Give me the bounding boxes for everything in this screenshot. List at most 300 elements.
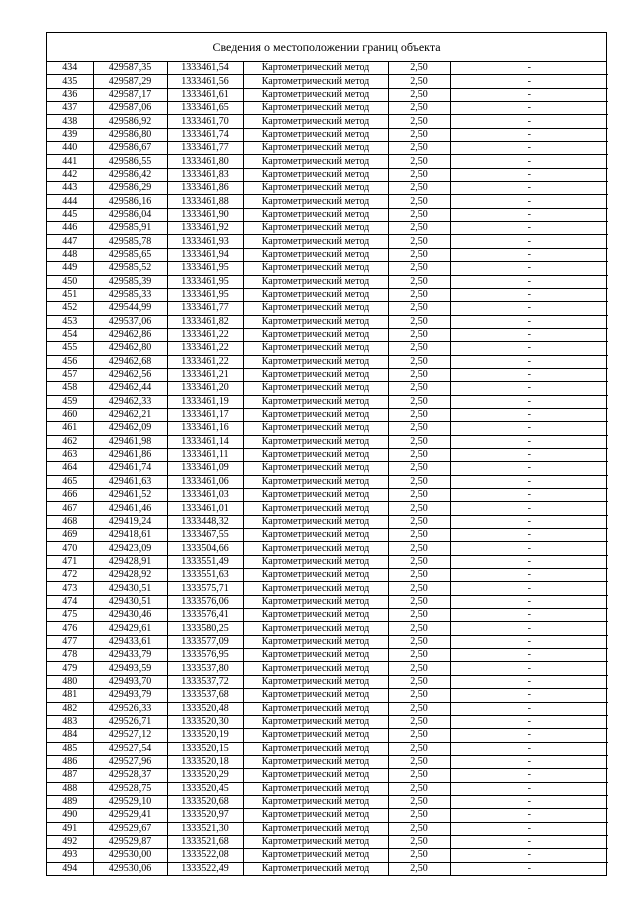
table-row	[47, 649, 608, 662]
y-coordinate-cell: 1333551,49	[167, 555, 243, 568]
accuracy-cell: 2,50	[388, 128, 450, 141]
note-cell: -	[450, 288, 608, 301]
note-cell: -	[450, 168, 608, 181]
method-cell: Картометрический метод	[243, 182, 388, 195]
point-number-cell: 455	[47, 342, 93, 355]
table-row	[47, 729, 608, 742]
accuracy-cell: 2,50	[388, 849, 450, 862]
accuracy-cell: 2,50	[388, 835, 450, 848]
accuracy-cell: 2,50	[388, 368, 450, 381]
accuracy-cell: 2,50	[388, 182, 450, 195]
method-cell: Картометрический метод	[243, 595, 388, 608]
method-cell: Картометрический метод	[243, 555, 388, 568]
x-coordinate-cell: 429430,51	[93, 582, 167, 595]
accuracy-cell: 2,50	[388, 422, 450, 435]
point-number-cell: 442	[47, 168, 93, 181]
x-coordinate-cell: 429461,86	[93, 448, 167, 461]
x-coordinate-cell: 429419,24	[93, 515, 167, 528]
table-row	[47, 102, 608, 115]
point-number-cell: 444	[47, 195, 93, 208]
table-row	[47, 168, 608, 181]
note-cell: -	[450, 849, 608, 862]
note-cell: -	[450, 542, 608, 555]
table-row	[47, 675, 608, 688]
x-coordinate-cell: 429530,06	[93, 862, 167, 875]
point-number-cell: 490	[47, 809, 93, 822]
accuracy-cell: 2,50	[388, 662, 450, 675]
point-number-cell: 493	[47, 849, 93, 862]
coordinates-table-body	[47, 62, 608, 875]
x-coordinate-cell: 429527,12	[93, 729, 167, 742]
accuracy-cell: 2,50	[388, 769, 450, 782]
y-coordinate-cell: 1333461,90	[167, 208, 243, 221]
point-number-cell: 450	[47, 275, 93, 288]
accuracy-cell: 2,50	[388, 222, 450, 235]
method-cell: Картометрический метод	[243, 355, 388, 368]
method-cell: Картометрический метод	[243, 609, 388, 622]
table-row	[47, 382, 608, 395]
x-coordinate-cell: 429430,51	[93, 595, 167, 608]
x-coordinate-cell: 429586,29	[93, 182, 167, 195]
x-coordinate-cell: 429462,56	[93, 368, 167, 381]
y-coordinate-cell: 1333522,08	[167, 849, 243, 862]
x-coordinate-cell: 429527,54	[93, 742, 167, 755]
method-cell: Картометрический метод	[243, 368, 388, 381]
accuracy-cell: 2,50	[388, 195, 450, 208]
x-coordinate-cell: 429530,00	[93, 849, 167, 862]
accuracy-cell: 2,50	[388, 742, 450, 755]
y-coordinate-cell: 1333577,09	[167, 635, 243, 648]
x-coordinate-cell: 429493,59	[93, 662, 167, 675]
method-cell: Картометрический метод	[243, 635, 388, 648]
note-cell: -	[450, 328, 608, 341]
method-cell: Картометрический метод	[243, 542, 388, 555]
table-row	[47, 315, 608, 328]
accuracy-cell: 2,50	[388, 275, 450, 288]
accuracy-cell: 2,50	[388, 355, 450, 368]
y-coordinate-cell: 1333461,14	[167, 435, 243, 448]
table-row	[47, 822, 608, 835]
method-cell: Картометрический метод	[243, 168, 388, 181]
y-coordinate-cell: 1333461,80	[167, 155, 243, 168]
y-coordinate-cell: 1333461,77	[167, 302, 243, 315]
y-coordinate-cell: 1333461,95	[167, 262, 243, 275]
y-coordinate-cell: 1333520,18	[167, 755, 243, 768]
note-cell: -	[450, 729, 608, 742]
y-coordinate-cell: 1333580,25	[167, 622, 243, 635]
note-cell: -	[450, 395, 608, 408]
x-coordinate-cell: 429493,70	[93, 675, 167, 688]
point-number-cell: 483	[47, 715, 93, 728]
y-coordinate-cell: 1333461,22	[167, 355, 243, 368]
table-row	[47, 342, 608, 355]
point-number-cell: 449	[47, 262, 93, 275]
table-row	[47, 235, 608, 248]
x-coordinate-cell: 429462,68	[93, 355, 167, 368]
table-title: Сведения о местоположении границ объекта	[47, 33, 606, 62]
method-cell: Картометрический метод	[243, 315, 388, 328]
y-coordinate-cell: 1333537,68	[167, 689, 243, 702]
method-cell: Картометрический метод	[243, 128, 388, 141]
note-cell: -	[450, 208, 608, 221]
table-row	[47, 662, 608, 675]
accuracy-cell: 2,50	[388, 795, 450, 808]
accuracy-cell: 2,50	[388, 88, 450, 101]
point-number-cell: 474	[47, 595, 93, 608]
accuracy-cell: 2,50	[388, 342, 450, 355]
note-cell: -	[450, 702, 608, 715]
x-coordinate-cell: 429586,80	[93, 128, 167, 141]
x-coordinate-cell: 429461,63	[93, 475, 167, 488]
note-cell: -	[450, 195, 608, 208]
table-row	[47, 555, 608, 568]
y-coordinate-cell: 1333575,71	[167, 582, 243, 595]
accuracy-cell: 2,50	[388, 715, 450, 728]
x-coordinate-cell: 429587,29	[93, 75, 167, 88]
table-row	[47, 702, 608, 715]
note-cell: -	[450, 809, 608, 822]
point-number-cell: 438	[47, 115, 93, 128]
table-row	[47, 115, 608, 128]
y-coordinate-cell: 1333522,49	[167, 862, 243, 875]
point-number-cell: 492	[47, 835, 93, 848]
accuracy-cell: 2,50	[388, 142, 450, 155]
x-coordinate-cell: 429537,06	[93, 315, 167, 328]
method-cell: Картометрический метод	[243, 302, 388, 315]
note-cell: -	[450, 315, 608, 328]
table-row	[47, 182, 608, 195]
point-number-cell: 443	[47, 182, 93, 195]
method-cell: Картометрический метод	[243, 448, 388, 461]
note-cell: -	[450, 755, 608, 768]
point-number-cell: 482	[47, 702, 93, 715]
y-coordinate-cell: 1333461,83	[167, 168, 243, 181]
table-row	[47, 609, 608, 622]
y-coordinate-cell: 1333461,61	[167, 88, 243, 101]
method-cell: Картометрический метод	[243, 489, 388, 502]
y-coordinate-cell: 1333537,80	[167, 662, 243, 675]
y-coordinate-cell: 1333520,97	[167, 809, 243, 822]
method-cell: Картометрический метод	[243, 422, 388, 435]
point-number-cell: 489	[47, 795, 93, 808]
method-cell: Картометрический метод	[243, 195, 388, 208]
table-row	[47, 155, 608, 168]
table-row	[47, 328, 608, 341]
y-coordinate-cell: 1333461,88	[167, 195, 243, 208]
note-cell: -	[450, 155, 608, 168]
y-coordinate-cell: 1333461,22	[167, 342, 243, 355]
x-coordinate-cell: 429423,09	[93, 542, 167, 555]
note-cell: -	[450, 529, 608, 542]
note-cell: -	[450, 235, 608, 248]
method-cell: Картометрический метод	[243, 248, 388, 261]
method-cell: Картометрический метод	[243, 809, 388, 822]
method-cell: Картометрический метод	[243, 675, 388, 688]
table-row	[47, 862, 608, 875]
accuracy-cell: 2,50	[388, 115, 450, 128]
table-row	[47, 835, 608, 848]
y-coordinate-cell: 1333448,32	[167, 515, 243, 528]
y-coordinate-cell: 1333520,45	[167, 782, 243, 795]
table-row	[47, 368, 608, 381]
x-coordinate-cell: 429587,06	[93, 102, 167, 115]
table-row	[47, 448, 608, 461]
x-coordinate-cell: 429529,10	[93, 795, 167, 808]
note-cell: -	[450, 782, 608, 795]
note-cell: -	[450, 75, 608, 88]
note-cell: -	[450, 408, 608, 421]
y-coordinate-cell: 1333461,65	[167, 102, 243, 115]
method-cell: Картометрический метод	[243, 62, 388, 75]
y-coordinate-cell: 1333520,48	[167, 702, 243, 715]
point-number-cell: 435	[47, 75, 93, 88]
accuracy-cell: 2,50	[388, 622, 450, 635]
y-coordinate-cell: 1333504,66	[167, 542, 243, 555]
point-number-cell: 484	[47, 729, 93, 742]
x-coordinate-cell: 429429,61	[93, 622, 167, 635]
accuracy-cell: 2,50	[388, 542, 450, 555]
note-cell: -	[450, 609, 608, 622]
note-cell: -	[450, 635, 608, 648]
table-row	[47, 622, 608, 635]
method-cell: Картометрический метод	[243, 702, 388, 715]
x-coordinate-cell: 429462,09	[93, 422, 167, 435]
point-number-cell: 446	[47, 222, 93, 235]
accuracy-cell: 2,50	[388, 595, 450, 608]
method-cell: Картометрический метод	[243, 715, 388, 728]
point-number-cell: 434	[47, 62, 93, 75]
point-number-cell: 456	[47, 355, 93, 368]
note-cell: -	[450, 342, 608, 355]
note-cell: -	[450, 569, 608, 582]
y-coordinate-cell: 1333521,30	[167, 822, 243, 835]
table-row	[47, 435, 608, 448]
method-cell: Картометрический метод	[243, 782, 388, 795]
point-number-cell: 457	[47, 368, 93, 381]
accuracy-cell: 2,50	[388, 702, 450, 715]
table-row	[47, 395, 608, 408]
x-coordinate-cell: 429462,21	[93, 408, 167, 421]
note-cell: -	[450, 595, 608, 608]
accuracy-cell: 2,50	[388, 328, 450, 341]
method-cell: Картометрический метод	[243, 395, 388, 408]
x-coordinate-cell: 429586,67	[93, 142, 167, 155]
x-coordinate-cell: 429461,98	[93, 435, 167, 448]
method-cell: Картометрический метод	[243, 235, 388, 248]
note-cell: -	[450, 835, 608, 848]
x-coordinate-cell: 429493,79	[93, 689, 167, 702]
x-coordinate-cell: 429528,37	[93, 769, 167, 782]
note-cell: -	[450, 368, 608, 381]
y-coordinate-cell: 1333461,93	[167, 235, 243, 248]
table-row	[47, 475, 608, 488]
y-coordinate-cell: 1333461,17	[167, 408, 243, 421]
note-cell: -	[450, 222, 608, 235]
accuracy-cell: 2,50	[388, 248, 450, 261]
y-coordinate-cell: 1333461,70	[167, 115, 243, 128]
point-number-cell: 439	[47, 128, 93, 141]
note-cell: -	[450, 382, 608, 395]
point-number-cell: 485	[47, 742, 93, 755]
x-coordinate-cell: 429527,96	[93, 755, 167, 768]
note-cell: -	[450, 502, 608, 515]
table-row	[47, 782, 608, 795]
accuracy-cell: 2,50	[388, 569, 450, 582]
accuracy-cell: 2,50	[388, 555, 450, 568]
note-cell: -	[450, 142, 608, 155]
point-number-cell: 452	[47, 302, 93, 315]
method-cell: Картометрический метод	[243, 742, 388, 755]
note-cell: -	[450, 102, 608, 115]
point-number-cell: 453	[47, 315, 93, 328]
point-number-cell: 440	[47, 142, 93, 155]
point-number-cell: 487	[47, 769, 93, 782]
y-coordinate-cell: 1333537,72	[167, 675, 243, 688]
y-coordinate-cell: 1333461,77	[167, 142, 243, 155]
method-cell: Картометрический метод	[243, 75, 388, 88]
point-number-cell: 464	[47, 462, 93, 475]
y-coordinate-cell: 1333461,95	[167, 275, 243, 288]
accuracy-cell: 2,50	[388, 689, 450, 702]
method-cell: Картометрический метод	[243, 822, 388, 835]
boundary-table-frame	[46, 32, 607, 876]
accuracy-cell: 2,50	[388, 168, 450, 181]
note-cell: -	[450, 462, 608, 475]
x-coordinate-cell: 429586,92	[93, 115, 167, 128]
table-row	[47, 88, 608, 101]
accuracy-cell: 2,50	[388, 302, 450, 315]
y-coordinate-cell: 1333461,20	[167, 382, 243, 395]
accuracy-cell: 2,50	[388, 782, 450, 795]
method-cell: Картометрический метод	[243, 462, 388, 475]
y-coordinate-cell: 1333461,22	[167, 328, 243, 341]
table-row	[47, 529, 608, 542]
accuracy-cell: 2,50	[388, 75, 450, 88]
table-row	[47, 408, 608, 421]
method-cell: Картометрический метод	[243, 328, 388, 341]
accuracy-cell: 2,50	[388, 462, 450, 475]
method-cell: Картометрический метод	[243, 408, 388, 421]
table-row	[47, 515, 608, 528]
note-cell: -	[450, 475, 608, 488]
x-coordinate-cell: 429586,55	[93, 155, 167, 168]
accuracy-cell: 2,50	[388, 862, 450, 875]
method-cell: Картометрический метод	[243, 862, 388, 875]
y-coordinate-cell: 1333576,95	[167, 649, 243, 662]
y-coordinate-cell: 1333520,68	[167, 795, 243, 808]
x-coordinate-cell: 429461,74	[93, 462, 167, 475]
y-coordinate-cell: 1333461,01	[167, 502, 243, 515]
accuracy-cell: 2,50	[388, 448, 450, 461]
method-cell: Картометрический метод	[243, 569, 388, 582]
note-cell: -	[450, 582, 608, 595]
table-row	[47, 422, 608, 435]
accuracy-cell: 2,50	[388, 62, 450, 75]
table-row	[47, 62, 608, 75]
table-row	[47, 595, 608, 608]
x-coordinate-cell: 429462,44	[93, 382, 167, 395]
x-coordinate-cell: 429526,33	[93, 702, 167, 715]
y-coordinate-cell: 1333461,16	[167, 422, 243, 435]
point-number-cell: 460	[47, 408, 93, 421]
accuracy-cell: 2,50	[388, 102, 450, 115]
point-number-cell: 475	[47, 609, 93, 622]
x-coordinate-cell: 429462,80	[93, 342, 167, 355]
accuracy-cell: 2,50	[388, 675, 450, 688]
method-cell: Картометрический метод	[243, 689, 388, 702]
note-cell: -	[450, 489, 608, 502]
note-cell: -	[450, 448, 608, 461]
point-number-cell: 441	[47, 155, 93, 168]
y-coordinate-cell: 1333521,68	[167, 835, 243, 848]
point-number-cell: 445	[47, 208, 93, 221]
point-number-cell: 462	[47, 435, 93, 448]
point-number-cell: 488	[47, 782, 93, 795]
coordinates-table	[47, 62, 608, 875]
table-row	[47, 689, 608, 702]
table-row	[47, 489, 608, 502]
y-coordinate-cell: 1333461,03	[167, 489, 243, 502]
x-coordinate-cell: 429585,39	[93, 275, 167, 288]
table-row	[47, 302, 608, 315]
point-number-cell: 437	[47, 102, 93, 115]
method-cell: Картометрический метод	[243, 755, 388, 768]
point-number-cell: 477	[47, 635, 93, 648]
x-coordinate-cell: 429585,65	[93, 248, 167, 261]
point-number-cell: 461	[47, 422, 93, 435]
method-cell: Картометрический метод	[243, 622, 388, 635]
table-row	[47, 582, 608, 595]
y-coordinate-cell: 1333461,92	[167, 222, 243, 235]
table-row	[47, 502, 608, 515]
method-cell: Картометрический метод	[243, 795, 388, 808]
y-coordinate-cell: 1333467,55	[167, 529, 243, 542]
x-coordinate-cell: 429528,75	[93, 782, 167, 795]
table-row	[47, 248, 608, 261]
y-coordinate-cell: 1333461,21	[167, 368, 243, 381]
point-number-cell: 486	[47, 755, 93, 768]
note-cell: -	[450, 662, 608, 675]
note-cell: -	[450, 795, 608, 808]
accuracy-cell: 2,50	[388, 475, 450, 488]
method-cell: Картометрический метод	[243, 769, 388, 782]
point-number-cell: 465	[47, 475, 93, 488]
accuracy-cell: 2,50	[388, 395, 450, 408]
method-cell: Картометрический метод	[243, 582, 388, 595]
note-cell: -	[450, 248, 608, 261]
method-cell: Картометрический метод	[243, 502, 388, 515]
method-cell: Картометрический метод	[243, 222, 388, 235]
accuracy-cell: 2,50	[388, 408, 450, 421]
point-number-cell: 470	[47, 542, 93, 555]
table-row	[47, 222, 608, 235]
table-row	[47, 208, 608, 221]
accuracy-cell: 2,50	[388, 315, 450, 328]
method-cell: Картометрический метод	[243, 208, 388, 221]
y-coordinate-cell: 1333461,94	[167, 248, 243, 261]
table-row	[47, 288, 608, 301]
table-row	[47, 542, 608, 555]
accuracy-cell: 2,50	[388, 809, 450, 822]
method-cell: Картометрический метод	[243, 275, 388, 288]
point-number-cell: 459	[47, 395, 93, 408]
y-coordinate-cell: 1333461,95	[167, 288, 243, 301]
accuracy-cell: 2,50	[388, 529, 450, 542]
x-coordinate-cell: 429544,99	[93, 302, 167, 315]
accuracy-cell: 2,50	[388, 382, 450, 395]
point-number-cell: 481	[47, 689, 93, 702]
y-coordinate-cell: 1333576,41	[167, 609, 243, 622]
